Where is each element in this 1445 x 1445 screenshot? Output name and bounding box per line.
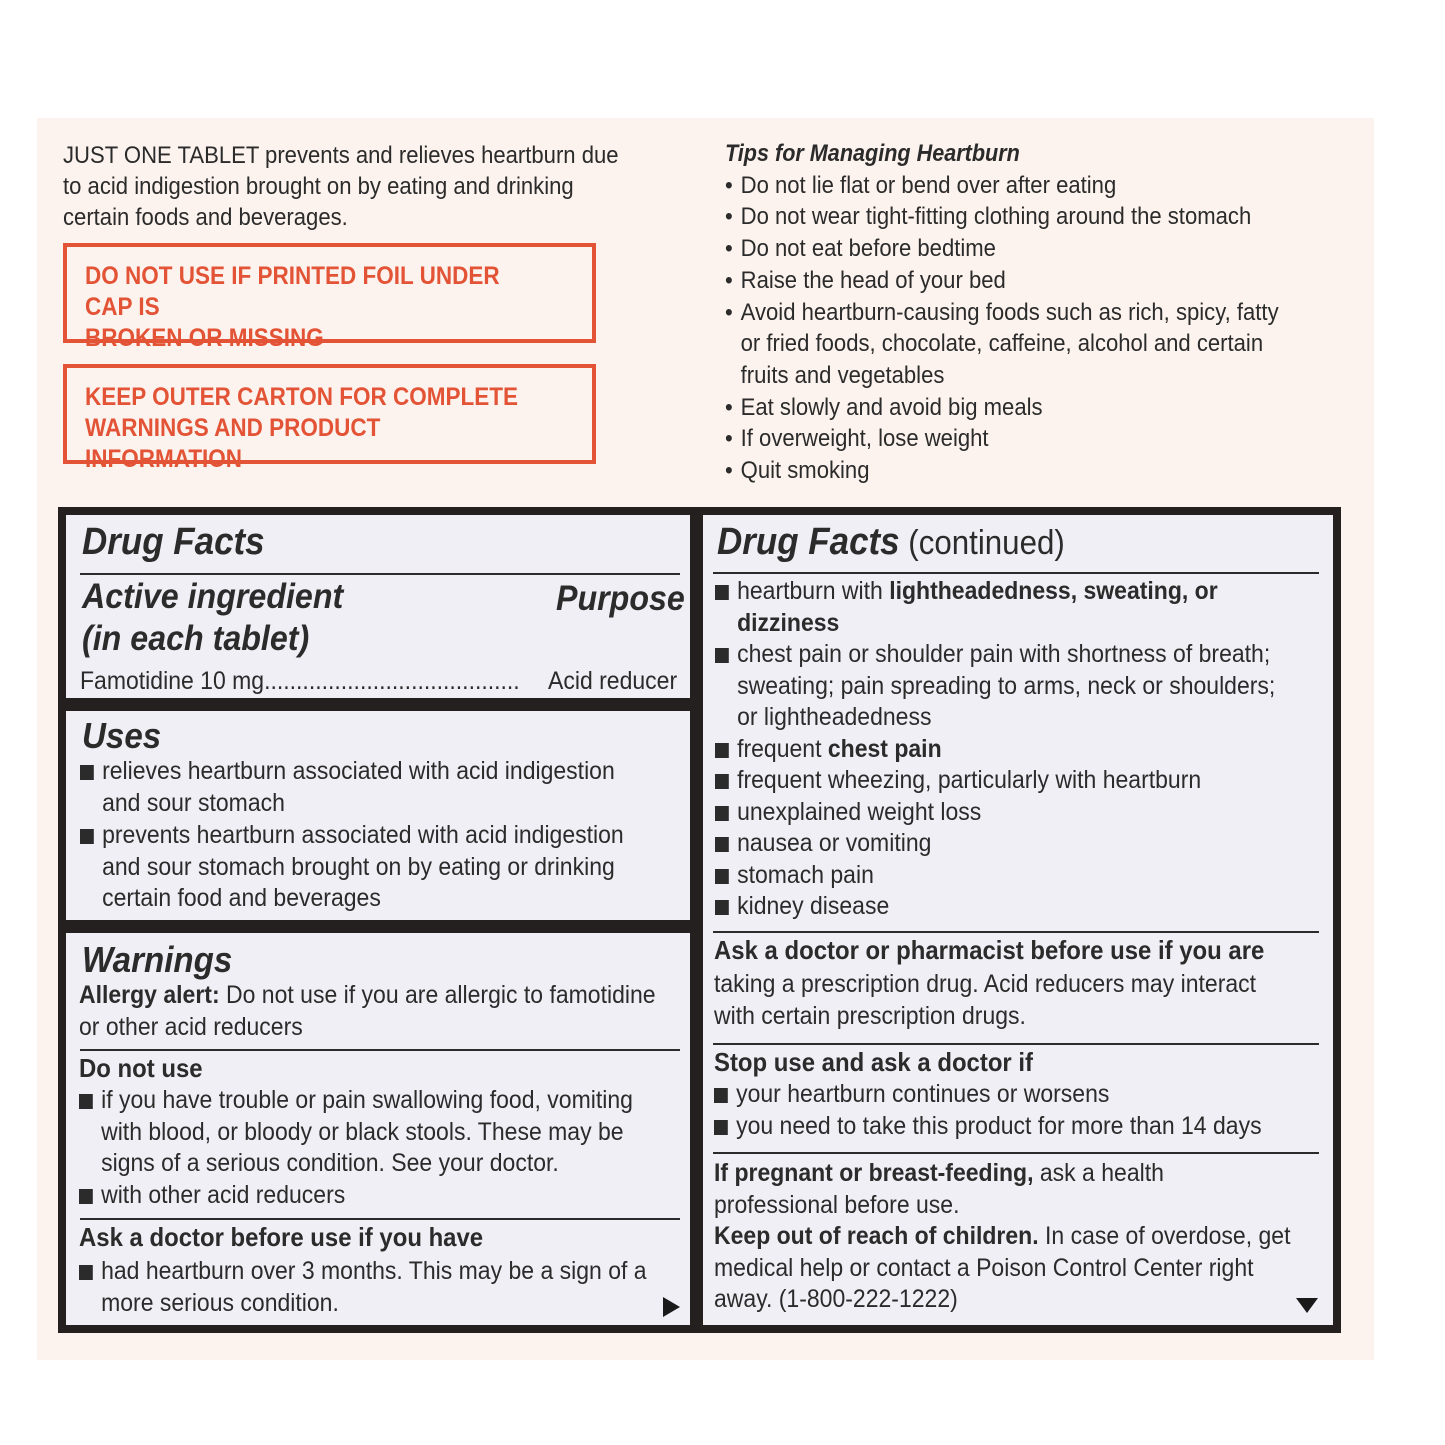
tip-item: • Avoid heartburn-causing foods such as rich, spicy, fatty xyxy=(725,297,1314,329)
stop-use-item: your heartburn continues or worsens xyxy=(714,1079,1109,1111)
tip-item: • Quit smoking xyxy=(725,455,1314,487)
uses-item: relieves heartburn associated with acid indigestion and sour stomach xyxy=(80,756,615,819)
tip-item-cont: fruits and vegetables xyxy=(740,361,945,389)
uses-title: Uses xyxy=(82,715,162,756)
active-ingredient-heading: Active ingredient xyxy=(82,577,344,616)
drug-facts-continued-title: Drug Facts (continued) xyxy=(717,521,1065,563)
ask-pharmacist-title: Ask a doctor or pharmacist before use if you are xyxy=(714,935,1265,965)
uses-item: prevents heartburn associated with acid indigestion and sour stomach brought on by eating or drinking certain food and beverages xyxy=(80,820,624,915)
drug-facts-panel xyxy=(58,507,1341,1333)
ask-doctor-item: chest pain or shoulder pain with shortness of breath; sweating; pain spreading to arms, neck or shoulders; or lightheadedness xyxy=(715,639,1275,734)
tips-title: Tips for Managing Heartburn xyxy=(725,140,1020,167)
carton-warning-box: KEEP OUTER CARTON FOR COMPLETE WARNINGS AND PRODUCT INFORMATION xyxy=(63,364,596,464)
ask-doctor-item: frequent chest pain xyxy=(715,734,942,766)
ask-doctor-item: unexplained weight loss xyxy=(715,797,981,829)
purpose-heading: Purpose xyxy=(556,579,685,618)
ask-doctor-item: kidney disease xyxy=(715,891,889,923)
uses-section xyxy=(66,711,690,920)
ask-doctor-item: heartburn with lightheadedness, sweating, or dizziness xyxy=(715,576,1218,639)
tip-item: • If overweight, lose weight xyxy=(725,423,1314,455)
drug-facts-left-column xyxy=(66,515,690,1325)
ask-doctor-item: stomach pain xyxy=(715,860,874,892)
tip-item: • Do not wear tight-fitting clothing around the stomach xyxy=(725,201,1314,233)
drug-facts-title: Drug Facts xyxy=(82,521,265,563)
heartburn-tips xyxy=(725,138,1365,487)
continue-arrow-icon xyxy=(1296,1298,1318,1313)
keep-out-of-reach: Keep out of reach of children. In case of overdose, get medical help or contact a Poison Control Center right away. (1-800-222-1222) xyxy=(714,1222,1291,1313)
in-each-tablet-heading: (in each tablet) xyxy=(82,619,310,658)
tip-item-cont: or fried foods, chocolate, caffeine, alcohol and certain xyxy=(740,330,1264,358)
stop-use-title: Stop use and ask a doctor if xyxy=(714,1047,1033,1077)
do-not-use-item: if you have trouble or pain swallowing food, vomiting with blood, or bloody or black stools. These may be signs of a serious condition. See your doctor. xyxy=(79,1085,633,1180)
pregnancy-warning: If pregnant or breast-feeding, ask a health professional before use. xyxy=(714,1159,1164,1219)
tips-list xyxy=(725,170,1365,487)
ask-pharmacist-text: taking a prescription drug. Acid reducers may interact with certain prescription drugs. xyxy=(714,970,1257,1030)
tip-item: • Do not eat before bedtime xyxy=(725,233,1314,265)
allergy-alert: Allergy alert: Do not use if you are allergic to famotidine or other acid reducers xyxy=(79,981,656,1041)
tip-item: • Raise the head of your bed xyxy=(725,265,1314,297)
warnings-title: Warnings xyxy=(82,939,233,980)
do-not-use-item: with other acid reducers xyxy=(79,1180,345,1212)
tip-item: • Eat slowly and avoid big meals xyxy=(725,392,1314,424)
ask-doctor-item: had heartburn over 3 months. This may be a sign of a more serious condition. xyxy=(79,1256,647,1319)
drug-facts-right-column xyxy=(703,515,1333,1325)
foil-warning-box: DO NOT USE IF PRINTED FOIL UNDER CAP IS BROKEN OR MISSING xyxy=(63,243,596,343)
ask-doctor-item: nausea or vomiting xyxy=(715,828,931,860)
ask-doctor-title: Ask a doctor before use if you have xyxy=(79,1222,484,1252)
ingredient-row: Famotidine 10 mg........................................ xyxy=(80,667,520,695)
stop-use-item: you need to take this product for more than 14 days xyxy=(714,1111,1262,1143)
ingredient-purpose: Acid reducer xyxy=(548,667,678,695)
continue-arrow-icon xyxy=(663,1297,680,1317)
warnings-section xyxy=(66,933,690,1325)
ask-doctor-item: frequent wheezing, particularly with heartburn xyxy=(715,765,1201,797)
active-ingredient-section xyxy=(66,515,690,698)
intro-text: JUST ONE TABLET prevents and relieves heartburn due to acid indigestion brought on by eating and drinking certain foods and beverages. xyxy=(63,142,619,231)
tip-item: • Do not lie flat or bend over after eating xyxy=(725,170,1314,202)
do-not-use-title: Do not use xyxy=(79,1053,203,1083)
